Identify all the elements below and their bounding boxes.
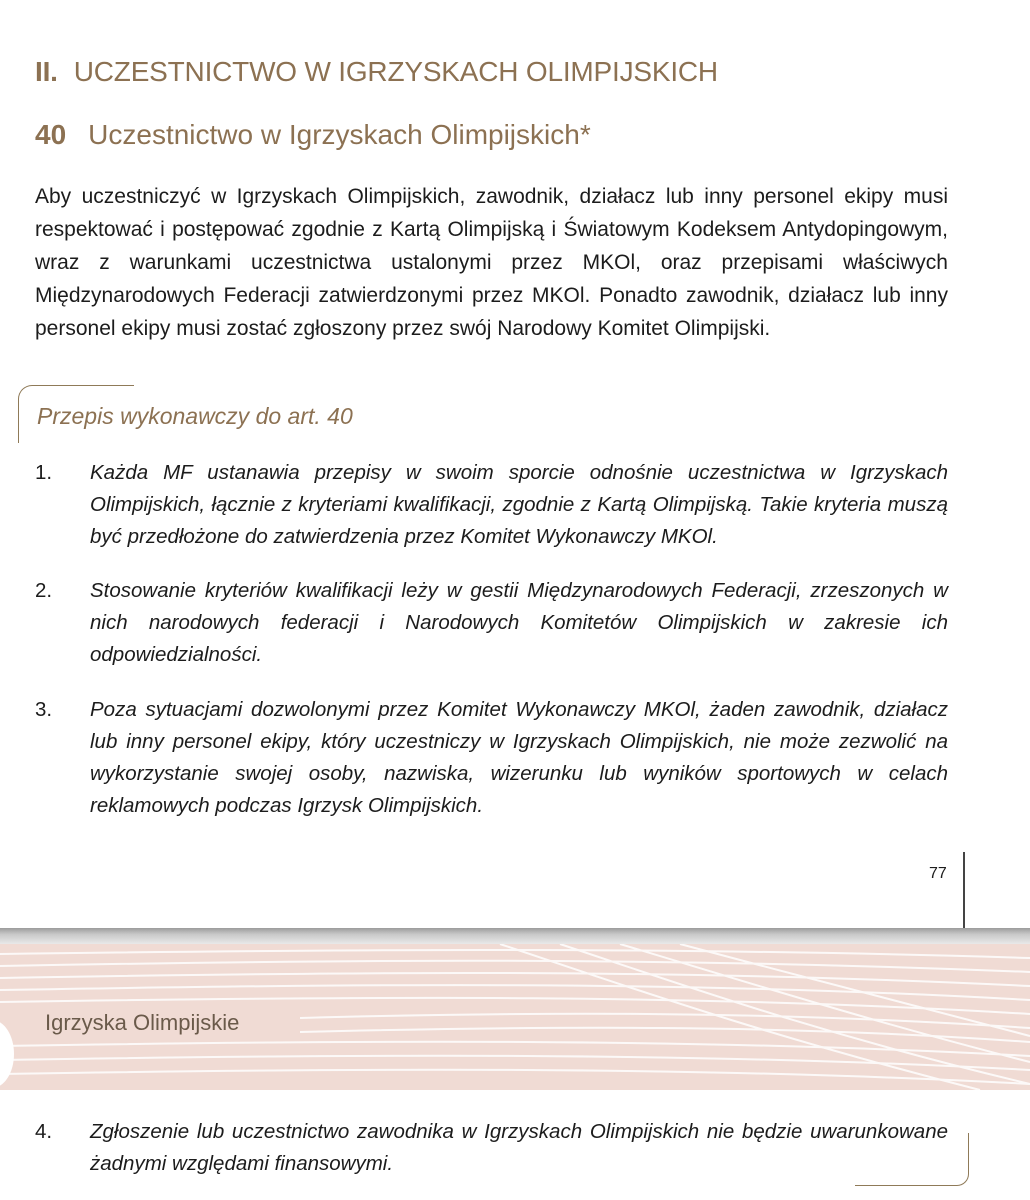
bylaw-title: Przepis wykonawczy do art. 40	[37, 403, 353, 429]
chapter-number: II.	[35, 56, 58, 87]
article-title-text: Uczestnictwo w Igrzyskach Olimpijskich*	[88, 119, 591, 150]
article-body: Aby uczestniczyć w Igrzyskach Olimpijskich, zawodnik, działacz lub inny personel ekipy musi respektować i postępować zgodnie z Kartą Olimpijską i Światowym Kodeksem Antydopingowym, wraz z warunkami uczestnictwa ustalonymi przez MKOl, oraz przepisami właściwych Międzynarodowych Federacji zatwierdzonymi przez MKOl. Ponadto zawodnik, działacz lub inny personel ekipy musi zostać zgłoszony przez swój Narodowy Komitet Olimpijski.	[35, 185, 948, 340]
bylaw-item-number: 4.	[35, 1120, 53, 1143]
page-corner-decoration	[855, 1133, 969, 1186]
next-page-header-band	[0, 944, 1030, 1090]
bylaw-item-text: Zgłoszenie lub uczestnictwo zawodnika w Igrzyskach Olimpijskich nie będzie uwarunkowane żadnymi względami finansowymi.	[90, 1120, 948, 1175]
next-page-header-title: Igrzyska Olimpijskie	[45, 1010, 240, 1035]
page-edge-line	[963, 852, 965, 928]
bylaw-item-1	[35, 457, 948, 553]
page-number: 77	[929, 865, 947, 882]
article-number: 40	[35, 119, 67, 150]
page-break-shadow	[0, 928, 1030, 944]
bylaw-item-number: 1.	[35, 461, 53, 484]
bylaw-item-4	[35, 1116, 948, 1180]
stripe-swoosh-shape	[0, 1020, 14, 1088]
bylaw-item-text: Każda MF ustanawia przepisy w swoim sporcie odnośnie uczestnictwa w Igrzyskach Olimpijskich, łącznie z kryteriami kwalifikacji, zgodnie z Kartą Olimpijską. Takie kryteria muszą być przedłożone do zatwierdzenia przez Komitet Wykonawczy MKOl.	[90, 461, 948, 548]
bylaw-item-text: Poza sytuacjami dozwolonymi przez Komitet Wykonawczy MKOl, żaden zawodnik, działacz lub inny personel ekipy, który uczestniczy w Igrzyskach Olimpijskich, nie może zezwolić na wykorzystanie swojej osoby, nazwiska, wizerunku lub wyników sportowych w celach reklamowych podczas Igrzysk Olimpijskich.	[90, 698, 948, 817]
article-title	[35, 119, 591, 151]
bylaw-item-number: 2.	[35, 579, 53, 602]
bylaw-item-number: 3.	[35, 698, 53, 721]
bylaw-item-text: Stosowanie kryteriów kwalifikacji leży w gestii Międzynarodowych Federacji, zrzeszonych w nich narodowych federacji i Narodowych Komitetów Olimpijskich w zakresie ich odpowiedzialności.	[90, 579, 948, 666]
chapter-title	[35, 56, 718, 88]
chapter-title-text: UCZESTNICTWO W IGRZYSKACH OLIMPIJSKICH	[73, 56, 718, 87]
bylaw-item-2	[35, 575, 948, 671]
bylaw-item-3	[35, 694, 948, 822]
